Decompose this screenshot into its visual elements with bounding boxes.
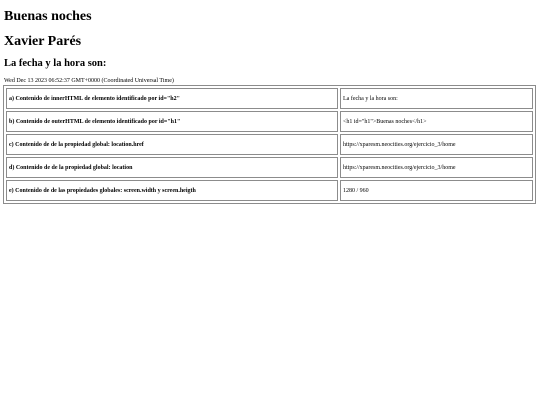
datetime-heading: La fecha y la hora son: (4, 58, 107, 69)
table-row (6, 134, 533, 155)
question-cell: d) Contenido de de la propiedad global: location (6, 157, 338, 178)
datetime-text: Wed Dec 13 2023 06:52:37 GMT+0000 (Coordinated Universal Time) (4, 78, 174, 84)
table-row (6, 180, 533, 201)
answer-cell: 1280 / 960 (340, 180, 533, 201)
answer-cell: <h1 id="h1">Buenas noches</h1> (340, 111, 533, 132)
answer-cell: https://xparesm.neocities.org/ejercicio_3/home (340, 134, 533, 155)
info-table (3, 85, 536, 204)
question-cell: e) Contenido de de las propiedades globales: screen.width y screen.heigth (6, 180, 338, 201)
greeting-heading: Buenas noches (4, 9, 92, 24)
question-cell: a) Contenido de innerHTML de elemento identificado por id="h2" (6, 88, 338, 109)
table-row (6, 88, 533, 109)
question-cell: b) Contenido de outerHTML de elemento identificado por id="h1" (6, 111, 338, 132)
answer-cell: La fecha y la hora son: (340, 88, 533, 109)
author-heading: Xavier Parés (4, 34, 82, 49)
answer-cell: https://xparesm.neocities.org/ejercicio_3/home (340, 157, 533, 178)
question-cell: c) Contenido de de la propiedad global: location.href (6, 134, 338, 155)
table-row (6, 111, 533, 132)
table-row (6, 157, 533, 178)
